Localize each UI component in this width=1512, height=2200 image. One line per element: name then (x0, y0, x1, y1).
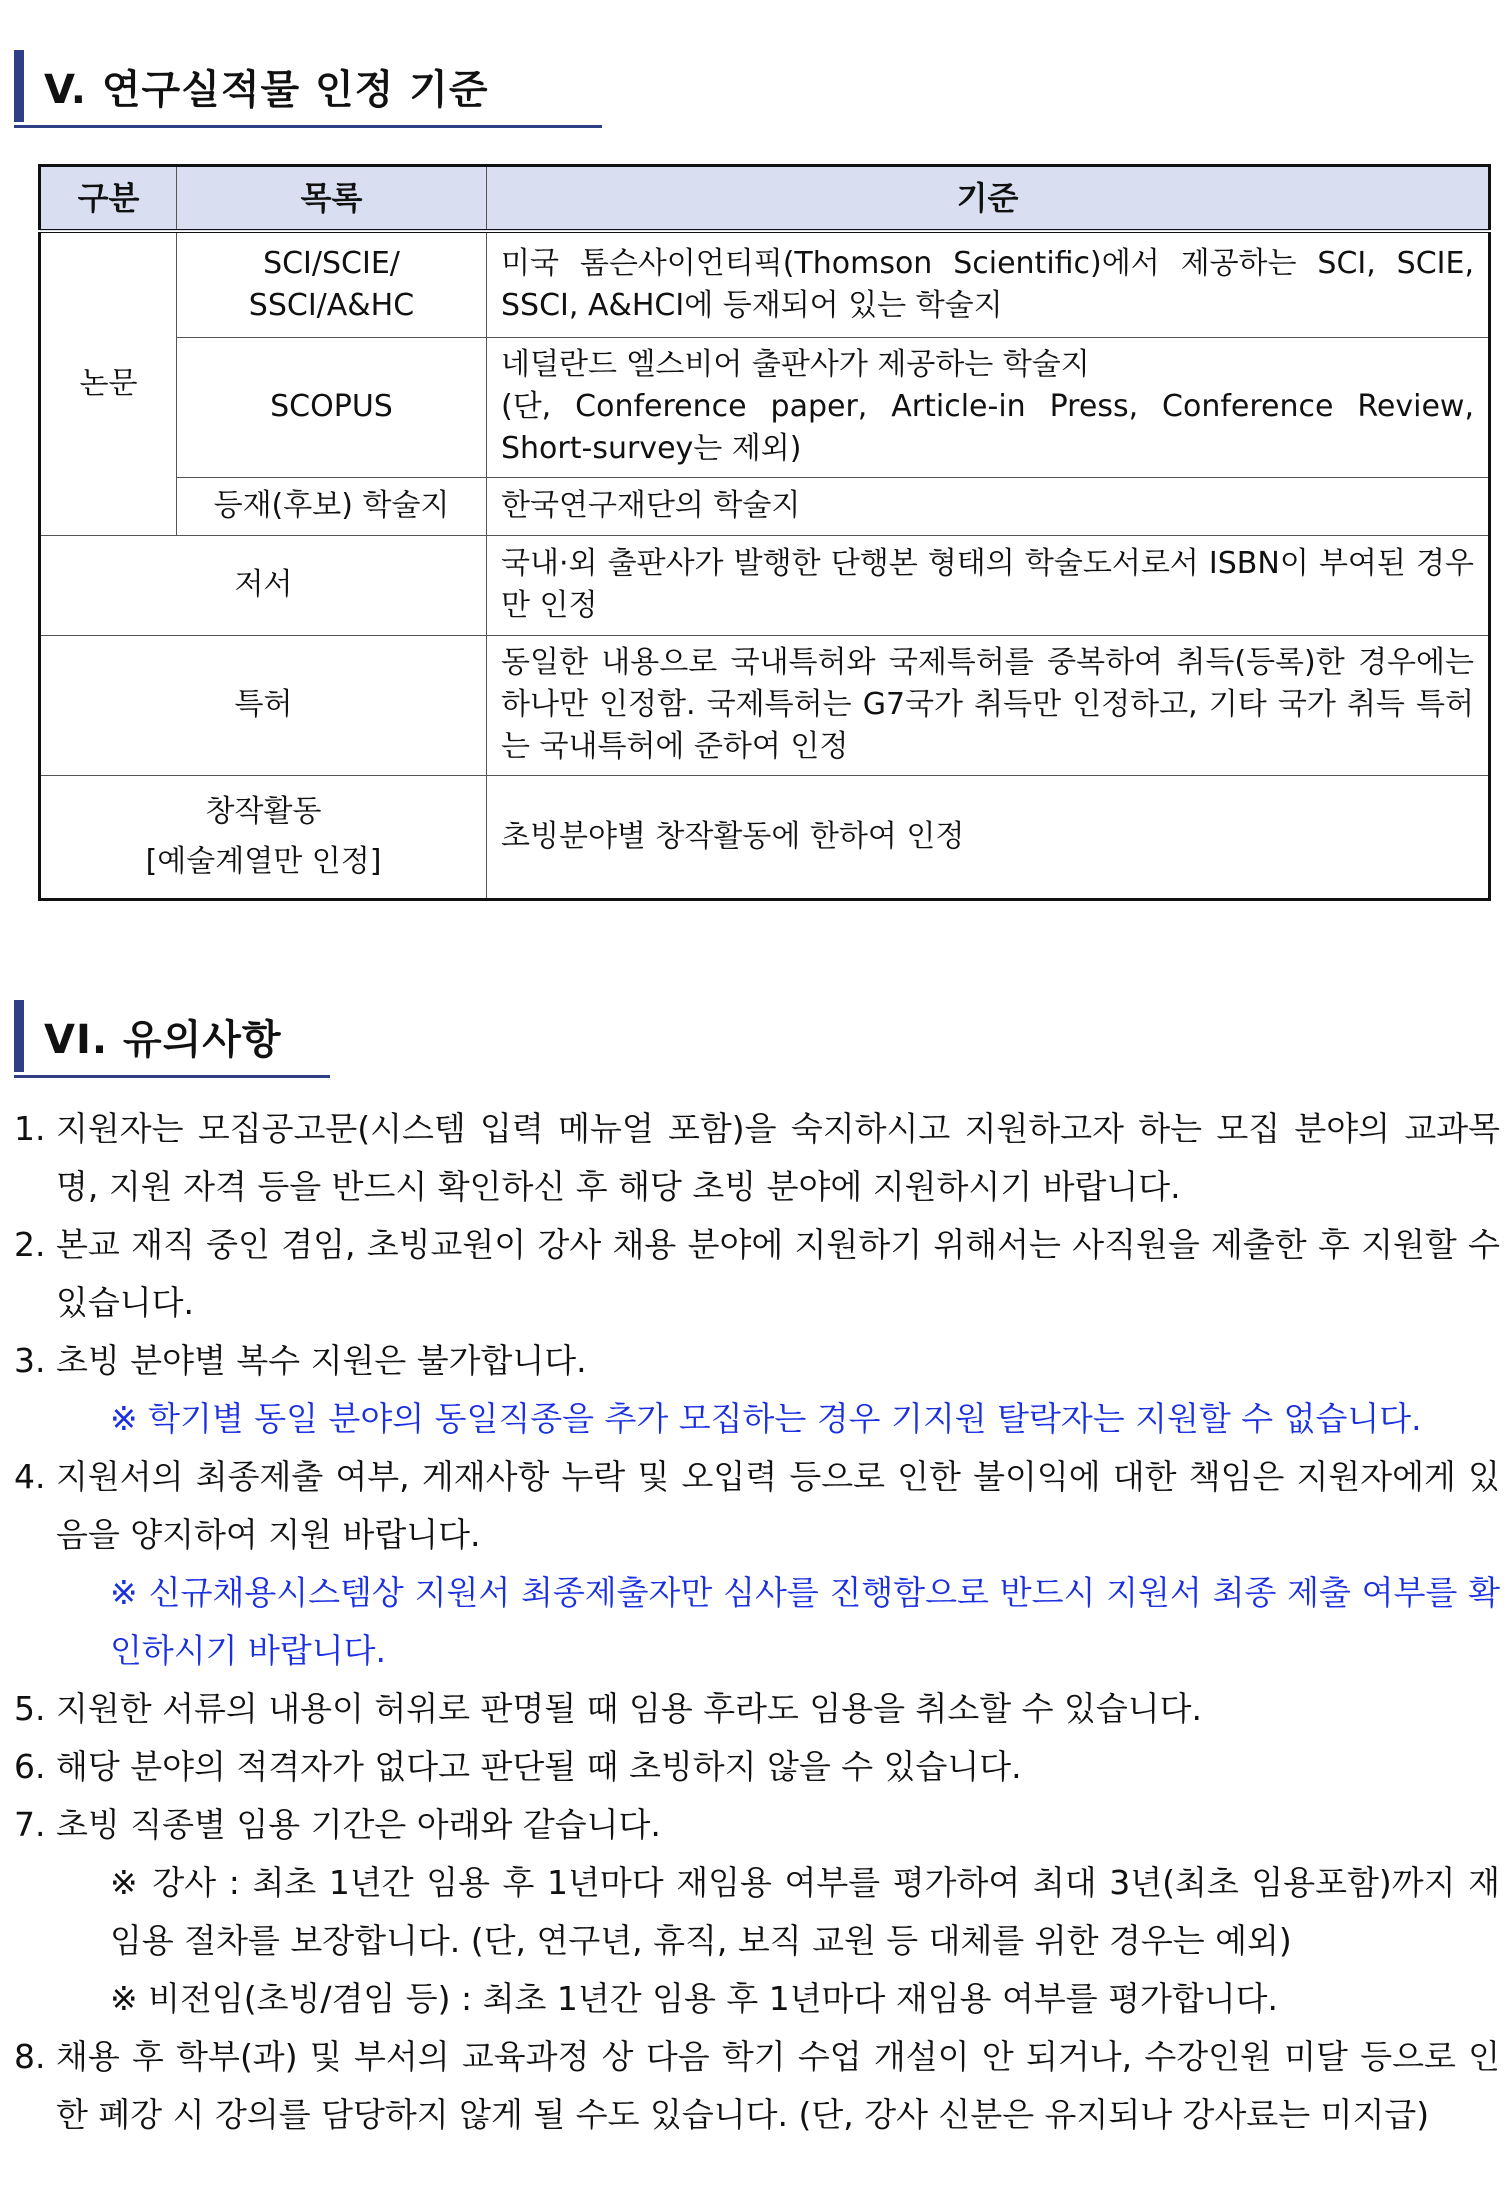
category-cell: 저서 (40, 535, 487, 635)
list-item: 4. 지원서의 최종제출 여부, 게재사항 누락 및 오입력 등으로 인한 불이익에 대한 책임은 지원자에게 있음을 양지하여 지원 바랍니다. ※ 신규채용시스템상 지원서 최종제출자만 심사를 진행함으로 반드시 지원서 최종 제출 여부를 확인하시기 바랍니다. (14, 1448, 1500, 1680)
list-item: 8. 채용 후 학부(과) 및 부서의 교육과정 상 다음 학기 수업 개설이 안 되거나, 수강인원 미달 등으로 인한 폐강 시 강의를 담당하지 않게 될 수도 있습니다. (단, 강사 신분은 유지되나 강사료는 미지급) (14, 2037, 1500, 2134)
heading-bar (14, 1000, 24, 1072)
table-row (40, 535, 1490, 635)
note-remark: ※ 비전임(초빙/겸임 등) : 최초 1년간 임용 후 1년마다 재임용 여부를 평가합니다. (110, 1979, 1278, 2018)
section-6-heading (14, 1000, 282, 1072)
table-row (40, 477, 1490, 535)
note-remark: ※ 학기별 동일 분야의 동일직종을 추가 모집하는 경우 기지원 탈락자는 지원할 수 없습니다. (110, 1399, 1422, 1438)
header-criteria: 기준 (487, 166, 1490, 232)
criteria-cell: 네덜란드 엘스비어 출판사가 제공하는 학술지 (단, Conference paper, Article-in Press, Conference Review, Short-survey는 제외) (487, 337, 1490, 477)
list-item: 6. 해당 분야의 적격자가 없다고 판단될 때 초빙하지 않을 수 있습니다. (14, 1747, 1022, 1786)
list-item: 7. 초빙 직종별 임용 기간은 아래와 같습니다. ※ 강사 : 최초 1년간 임용 후 1년마다 재임용 여부를 평가하여 최대 3년(최초 임용포함)까지 재임용 절차를 보장합니다. (단, 연구년, 휴직, 보직 교원 등 대체를 위한 경우는 예외) ※ 비전임(초빙/겸임 등) : 최초 1년간 임용 후 1년마다 재임용 여부를 평가합니다. (14, 1796, 1500, 2028)
header-list: 목록 (177, 166, 487, 232)
table-row (40, 635, 1490, 775)
section-5-heading (14, 50, 489, 122)
criteria-table (38, 164, 1491, 901)
table-header-row (40, 166, 1490, 232)
paper-category-cell: 논문 (40, 231, 177, 535)
header-category: 구분 (40, 166, 177, 232)
list-item: 1. 지원자는 모집공고문(시스템 입력 메뉴얼 포함)을 숙지하시고 지원하고자 하는 모집 분야의 교과목명, 지원 자격 등을 반드시 확인하신 후 해당 초빙 분야에 지원하시기 바랍니다. (14, 1109, 1500, 1206)
criteria-cell: 동일한 내용으로 국내특허와 국제특허를 중복하여 취득(등록)한 경우에는 하나만 인정함. 국제특허는 G7국가 취득만 인정하고, 기타 국가 취득 특허는 국내특허에 준하여 인정 (487, 635, 1490, 775)
notes-list (14, 1100, 1500, 2144)
list-item: 2. 본교 재직 중인 겸임, 초빙교원이 강사 채용 분야에 지원하기 위해서는 사직원을 제출한 후 지원할 수 있습니다. (14, 1225, 1500, 1322)
list-cell: 등재(후보) 학술지 (177, 477, 487, 535)
note-remark: ※ 강사 : 최초 1년간 임용 후 1년마다 재임용 여부를 평가하여 최대 3년(최초 임용포함)까지 재임용 절차를 보장합니다. (단, 연구년, 휴직, 보직 교원 등 대체를 위한 경우는 예외) (110, 1863, 1500, 1960)
section-5-title: V. 연구실적물 인정 기준 (44, 66, 489, 113)
criteria-cell: 국내·외 출판사가 발행한 단행본 형태의 학술도서로서 ISBN이 부여된 경우만 인정 (487, 535, 1490, 635)
table-row (40, 337, 1490, 477)
category-cell: 창작활동 [예술계열만 인정] (40, 775, 487, 899)
list-item: 3. 초빙 분야별 복수 지원은 불가합니다. ※ 학기별 동일 분야의 동일직종을 추가 모집하는 경우 기지원 탈락자는 지원할 수 없습니다. (14, 1332, 1500, 1448)
category-cell: 특허 (40, 635, 487, 775)
heading-underline (14, 1075, 330, 1078)
heading-underline (14, 125, 602, 128)
heading-bar (14, 50, 24, 122)
list-cell: SCI/SCIE/ SSCI/A&HC (177, 231, 487, 337)
list-item: 5. 지원한 서류의 내용이 허위로 판명될 때 임용 후라도 임용을 취소할 수 있습니다. (14, 1689, 1202, 1728)
note-remark: ※ 신규채용시스템상 지원서 최종제출자만 심사를 진행함으로 반드시 지원서 최종 제출 여부를 확인하시기 바랍니다. (110, 1573, 1500, 1670)
criteria-cell: 초빙분야별 창작활동에 한하여 인정 (487, 775, 1490, 899)
criteria-cell: 미국 톰슨사이언티픽(Thomson Scientific)에서 제공하는 SCI, SCIE, SSCI, A&HCI에 등재되어 있는 학술지 (487, 231, 1490, 337)
table-row (40, 775, 1490, 899)
table-row (40, 231, 1490, 337)
criteria-cell: 한국연구재단의 학술지 (487, 477, 1490, 535)
section-6-title: VI. 유의사항 (44, 1016, 282, 1063)
list-cell: SCOPUS (177, 337, 487, 477)
